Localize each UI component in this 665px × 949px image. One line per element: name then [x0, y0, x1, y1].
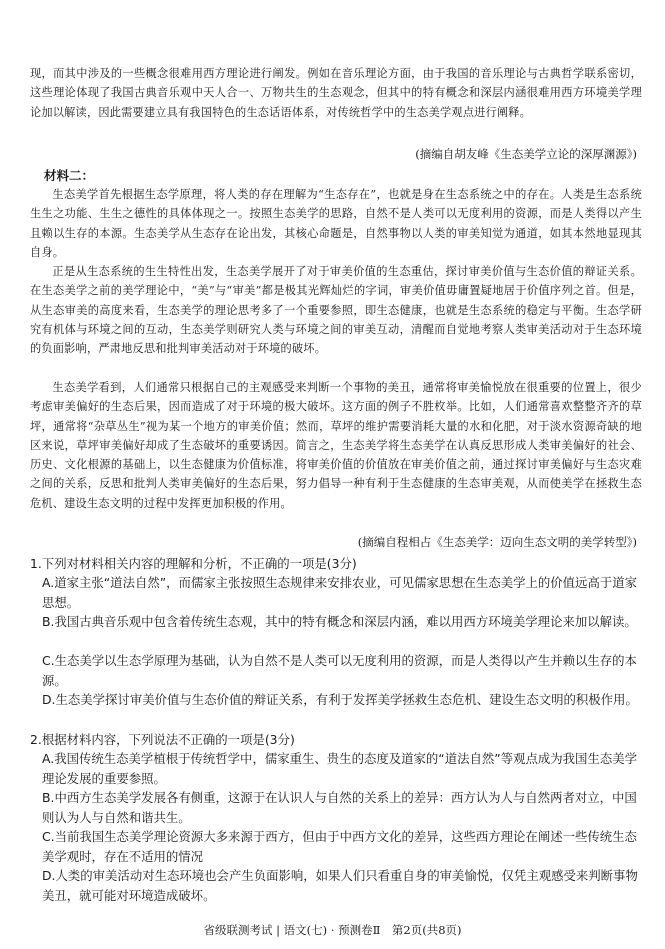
question-1-option-b: B.我国古典音乐观中包含着传统生态观，其中的特有概念和深层内涵，难以用西方环境美学理论来加以解读。	[42, 614, 637, 629]
question-1-option-a: A.道家主张“道法自然”，而儒家主张按照生态规律来安排农业，可见儒家思想在生态美学上的价值远高于道家思想。	[42, 575, 638, 610]
source-citation-1: (摘编自胡友峰《生态美学立论的深厚渊源》)	[415, 147, 637, 161]
paragraph-material2-3: 生态美学看到，人们通常只根据自己的主观感受来判断一个事物的美丑，通常将审美愉悦放在很重要的位置上，很少考虑审美偏好的生态后果，因而造成了对于环境的极大破坏。这方面的例子不胜枚举。比如，人们通常喜欢整整齐齐的草坪，通常将“杂草丛生”视为某一个地方的审美价值；然而，草坪的维护需要消耗大量的水和化肥，对于淡水资源奇缺的地区来说，草坪审美偏好却成了生态破坏的重要诱因。简言之，生态美学将生态美学在认真反思形成人类审美偏好的社会、历史、文化根源的基础上，以生态健康为价值标准，将审美价值的价值放在审美价值之前，通过探讨审美偏好与生态灾难之间的关系，反思和批判人类审美偏好的生态后果，努力倡导一种有利于生态健康的生态审美观，从而使美学在拯救生态危机、建设生态文明的过程中发挥更加积极的作用。	[30, 381, 642, 510]
source-citation-2: (摘编自程相占《生态美学：迈向生态文明的美学转型》)	[357, 535, 637, 549]
material-two-heading: 材料二：	[44, 168, 95, 183]
question-1-option-d: D.生态美学探讨审美价值与生态价值的辩证关系，有利于发挥美学拯救生态危机、建设生态文明的积极作用。	[42, 692, 638, 707]
question-2-option-b: B.中西方生态美学发展各有侧重，这源于在认识人与自然的关系上的差异：西方认为人与自然两者对立，中国则认为人与自然和谐共生。	[42, 790, 637, 825]
question-1-option-c: C.生态美学以生态学原理为基础，认为自然不是人类可以无度利用的资源，而是人类得以产生并赖以生存的本源。	[42, 653, 637, 688]
paragraph-material2-2: 正是从生态系统的生生特性出发，生态美学展开了对于审美价值的生态重估，探讨审美价值与生态价值的辩证关系。在生态美学之前的美学理论中，“美”与“审美”都是极其光辉灿烂的字词，审美价值毋庸置疑地居于价值序列之首。但是，从生态审美的高度来看，生态美学的理论思考多了一个重要参照，即生态健康，也就是生态系统的稳定与平衡。生态学研究有机体与环境之间的互动，生态美学则研究人类与环境之间的审美互动，清醒而自觉地考察人类审美活动对于生态环境的负面影响，严肃地反思和批判审美活动对于环境的破坏。	[30, 265, 642, 356]
question-2-option-a: A.我国传统生态美学植根于传统哲学中，儒家重生、贵生的态度及道家的“道法自然”等观点成为我国生态美学理论发展的重要参照。	[42, 751, 638, 786]
paragraph-continued: 现，而其中涉及的一些概念很难用西方理论进行阐发。例如在音乐理论方面，由于我国的音乐理论与古典哲学联系密切，这些理论体现了我国古典音乐观中天人合一、万物共生的生态观念，但其中的特有概念和深层内涵很难用西方环境美学理论加以解读，因此需要建立具有我国特色的生态话语体系，对传统哲学中的生态美学观点进行阐释。	[30, 67, 642, 119]
page-footer: 省级联测考试 | 语文(七) · 预测卷Ⅱ 第2页(共8页)	[203, 923, 462, 937]
question-1-stem: 1.下列对材料相关内容的理解和分析，不正确的一项是(3分)	[30, 556, 357, 571]
paragraph-material2-1: 生态美学首先根据生态学原理，将人类的存在理解为“生态存在”，也就是身在生态系统之中的存在。人类是生态系统生生之功能、生生之德性的具体体现之一。按照生态美学的思路，自然不是人类可以无度利用的资源，而是人类得以产生且赖以生存的本源。生态美学从生态存在论出发，其核心命题是，自然事物以人类的审美知觉为通道，如其本然地显现其自身。	[30, 188, 642, 259]
question-2-option-c: C.当前我国生态美学理论资源大多来源于西方，但由于中西方文化的差异，这些西方理论在阐述一些传统生态美学观时，存在不适用的情况	[42, 829, 637, 864]
question-2-stem: 2.根据材料内容，下列说法不正确的一项是(3分)	[30, 732, 295, 747]
question-2-option-d: D.人类的审美活动对生态环境也会产生负面影响，如果人们只看重自身的审美愉悦，仅凭主观感受来判断事物美丑，就可能对环境造成破坏。	[42, 868, 638, 903]
